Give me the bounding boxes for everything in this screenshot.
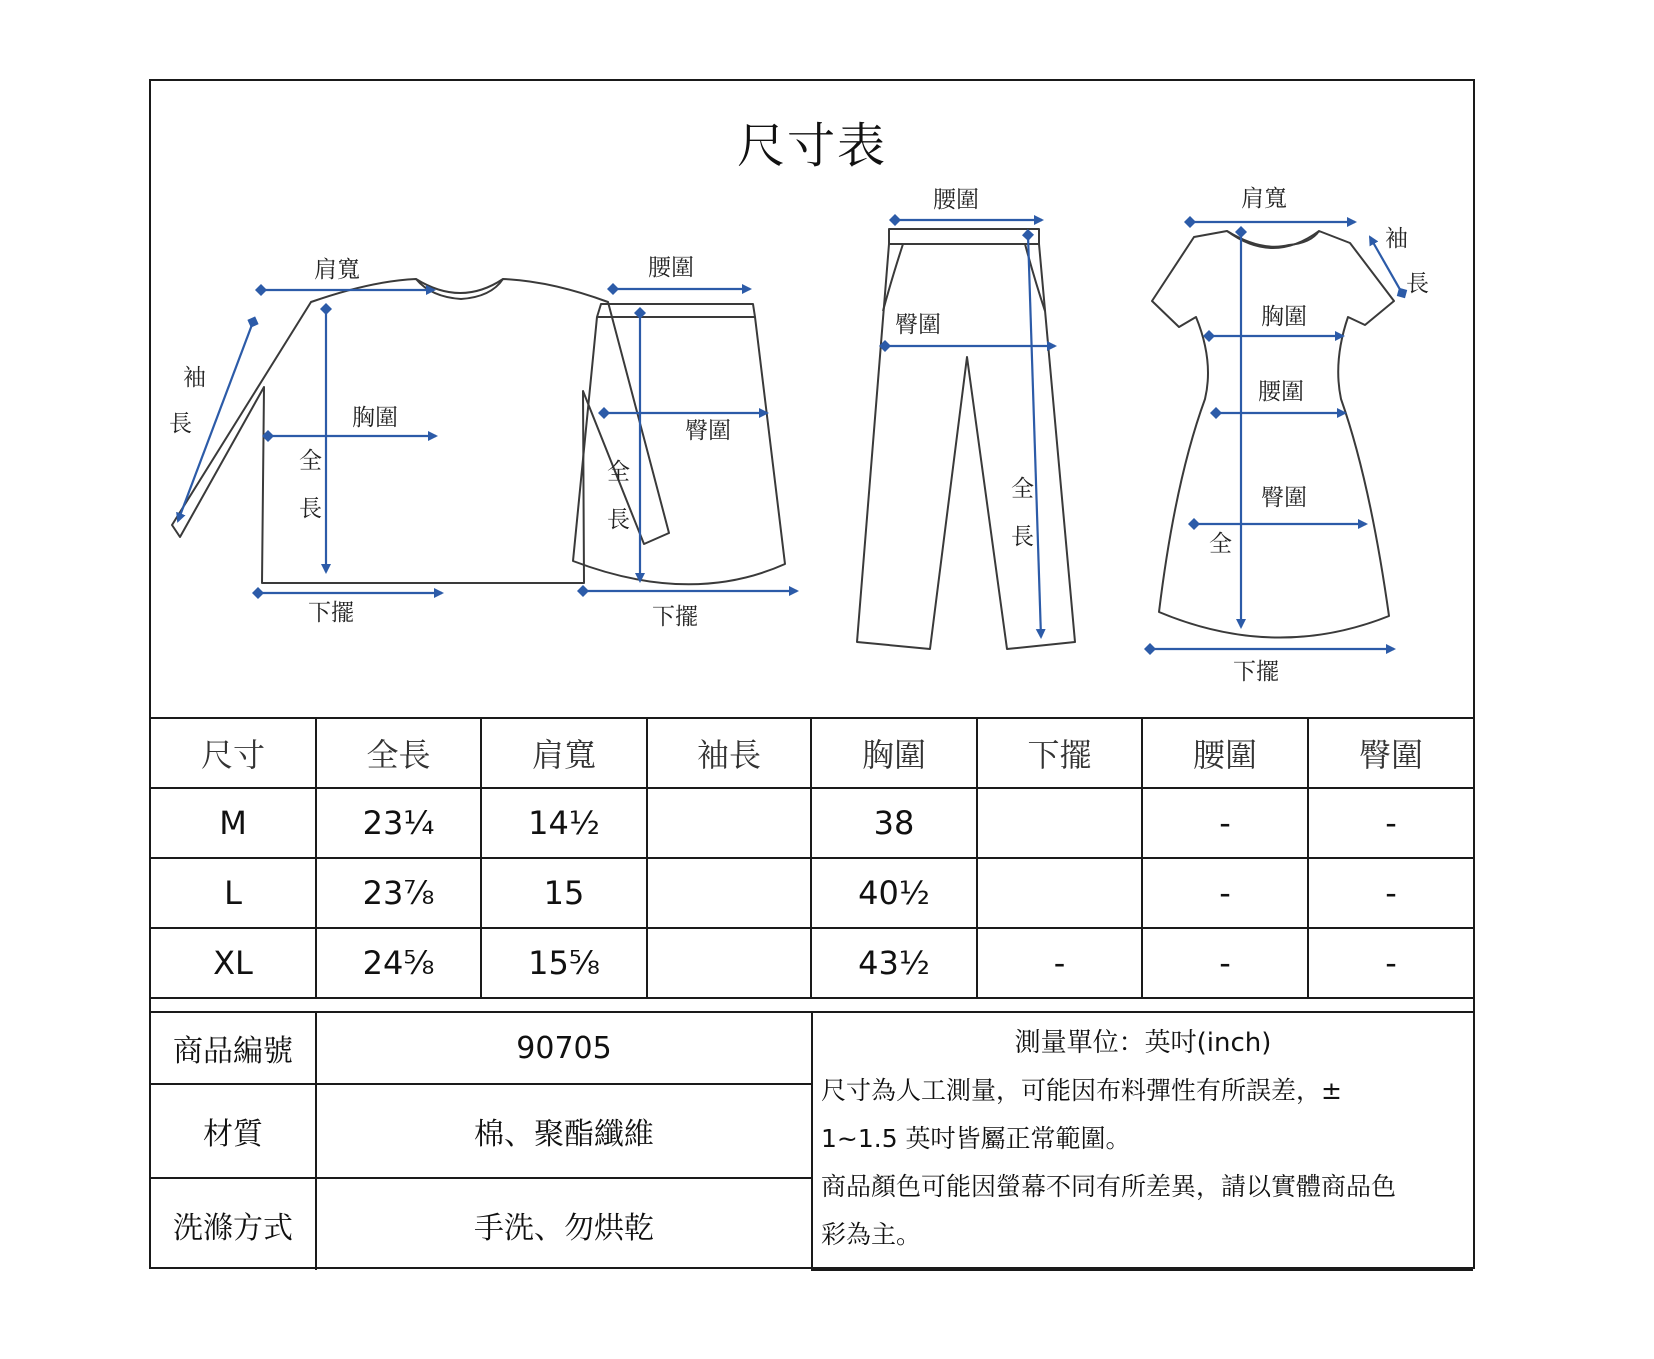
shirt-outline [172,279,669,583]
header-hip: 臀圍 [1308,718,1473,788]
header-shoulder: 肩寬 [481,718,647,788]
chest-cell: 43½ [811,928,977,998]
sleeve-cell [647,928,811,998]
header-size: 尺寸 [151,718,316,788]
skirt-hip-label: 臀圍 [685,418,731,444]
product-no-label: 商品編號 [151,1012,316,1084]
skirt-length-label-2: 長 [607,507,630,533]
chest-cell: 40½ [811,858,977,928]
hip-cell: - [1308,788,1473,858]
header-sleeve: 袖長 [647,718,811,788]
hip-cell: - [1308,858,1473,928]
pants-outline [857,229,1075,649]
shirt-shoulder-label: 肩寬 [314,257,360,283]
hem-cell: - [977,928,1142,998]
shirt-length-label-1: 全 [299,448,322,474]
hem-cell [977,858,1142,928]
pants-diagram [857,187,1075,649]
size-table [151,717,1473,999]
skirt-waist-label: 腰圍 [648,255,694,281]
dress-sleeve-label-2: 長 [1406,271,1429,297]
size-chart-frame [149,79,1475,1269]
dress-sleeve-label-1: 袖 [1385,226,1408,252]
wash-label: 洗滌方式 [151,1178,316,1270]
dress-shoulder-label: 肩寬 [1241,186,1287,212]
size-cell: M [151,788,316,858]
note-line-2b: 彩為主。 [821,1220,922,1249]
pants-waist-label: 腰圍 [933,187,979,213]
shoulder-cell: 14½ [481,788,647,858]
shoulder-cell: 15⅝ [481,928,647,998]
size-cell: XL [151,928,316,998]
length-cell: 23¼ [316,788,481,858]
diagram-canvas [151,81,1473,717]
length-cell: 23⅞ [316,858,481,928]
dress-waist-label: 腰圍 [1258,379,1304,405]
notes-cell [812,1012,1473,1270]
wash-value: 手洗、勿烘乾 [316,1178,812,1270]
product-info-table [151,1011,1473,1271]
note-line-2a: 商品顏色可能因螢幕不同有所差異，請以實體商品色 [821,1172,1397,1201]
skirt-hem-label: 下擺 [652,604,698,630]
shoulder-cell: 15 [481,858,647,928]
pants-length-label-2: 長 [1011,524,1034,550]
note-line-1b: 1~1.5 英吋皆屬正常範圍。 [821,1124,1131,1153]
dress-length-label: 全 [1209,531,1232,557]
unit-text: 測量單位：英吋(inch) [1014,1028,1272,1058]
shirt-length-label-2: 長 [299,496,322,522]
waist-cell: - [1142,858,1308,928]
dress-outline [1152,231,1394,638]
shirt-sleeve-label-2: 長 [169,411,192,437]
sleeve-cell [647,788,811,858]
dress-hem-label: 下擺 [1233,659,1279,685]
shirt-chest-label: 胸圍 [352,405,398,431]
header-chest: 胸圍 [811,718,977,788]
dress-diagram [1150,186,1429,685]
material-value: 棉、聚酯纖維 [316,1084,812,1178]
garment-diagrams [151,81,1473,717]
skirt-length-label-1: 全 [607,459,630,485]
waist-cell: - [1142,788,1308,858]
table-row [151,788,1473,858]
table-row [151,858,1473,928]
shirt-hem-label: 下擺 [308,600,354,626]
shirt-diagram [169,257,669,626]
skirt-diagram [573,255,797,630]
material-label: 材質 [151,1084,316,1178]
shirt-sleeve-label-1: 袖 [183,365,206,391]
header-waist: 腰圍 [1142,718,1308,788]
waist-cell: - [1142,928,1308,998]
chest-cell: 38 [811,788,977,858]
dress-hip-label: 臀圍 [1261,485,1307,511]
size-cell: L [151,858,316,928]
dress-chest-label: 胸圍 [1261,304,1307,330]
table-row [151,928,1473,998]
product-no-row [151,1012,1473,1084]
note-line-1a: 尺寸為人工測量，可能因布料彈性有所誤差，± [821,1076,1342,1105]
sleeve-cell [647,858,811,928]
length-cell: 24⅝ [316,928,481,998]
pants-hip-label: 臀圍 [895,312,941,338]
pants-length-label-1: 全 [1011,476,1034,502]
product-no-value: 90705 [316,1012,812,1084]
page-title: 尺寸表 [736,118,887,174]
hip-cell: - [1308,928,1473,998]
header-hem: 下擺 [977,718,1142,788]
size-table-header-row [151,718,1473,788]
header-length: 全長 [316,718,481,788]
hem-cell [977,788,1142,858]
